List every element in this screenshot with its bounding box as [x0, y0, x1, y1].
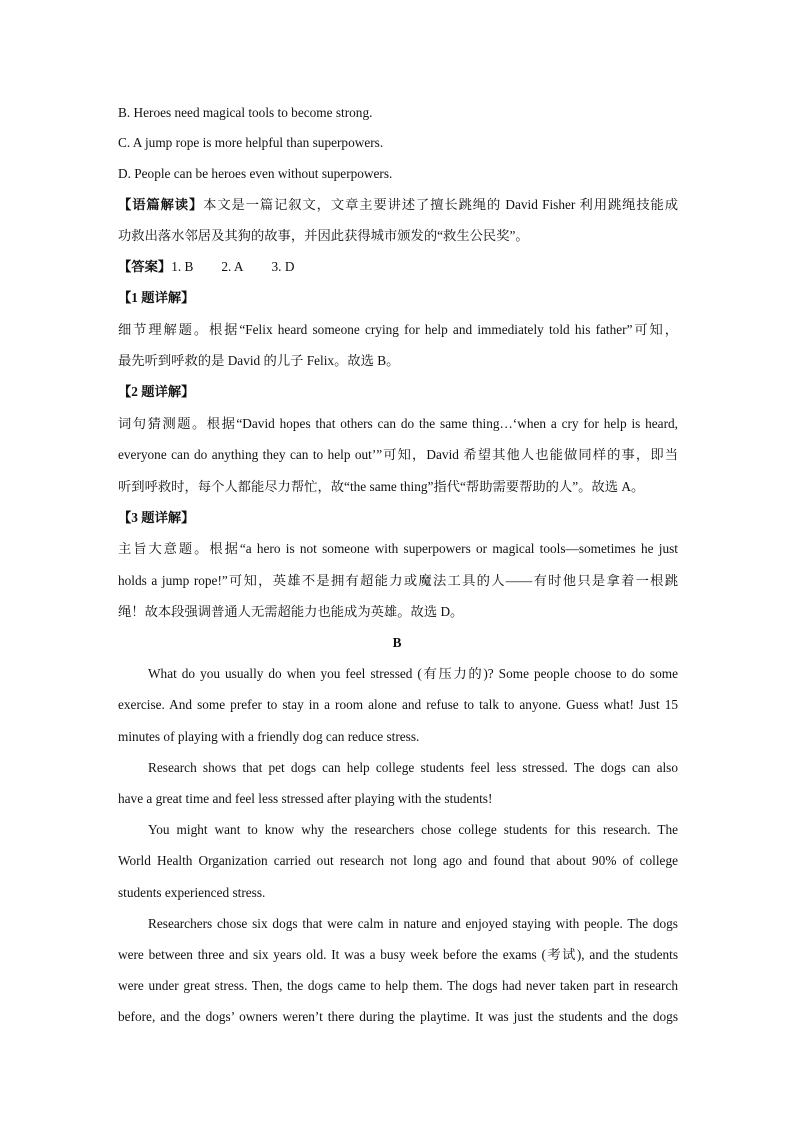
q3-line-3: 绳！故本段强调普通人无需超能力也能成为英雄。故选 D。 — [118, 604, 464, 619]
passage-p1-line-2: exercise. And some prefer to stay in a room alone and refuse to talk to anyone. Guess what! Just 15 — [118, 697, 678, 712]
answer-line — [118, 257, 678, 277]
passage-p1-line-3: minutes of playing with a friendly dog can reduce stress. — [118, 729, 420, 744]
passage-p3-line-2: World Health Organization carried out research not long ago and found that about 90% of college — [118, 853, 678, 868]
section-heading-b: B — [392, 635, 402, 650]
passage-p4-line-3: were under great stress. Then, the dogs came to help them. The dogs had never taken part in research — [118, 978, 678, 993]
analysis-text-1: 本文是一篇记叙文，文章主要讲述了擅长跳绳的 David Fisher 利用跳绳技能成 — [203, 197, 678, 212]
answer-2: 2. A — [221, 259, 244, 274]
passage-p3-line-3: students experienced stress. — [118, 885, 266, 900]
passage-p2-line-2: have a great time and feel less stressed after playing with the students! — [118, 791, 493, 806]
passage-p4-line-2: were between three and six years old. It was a busy week before the exams (考试), and the students — [118, 947, 678, 962]
q2-line-1: 词句猜测题。根据“David hopes that others can do the same thing…‘when a cry for help is heard, — [118, 416, 678, 431]
q2-line-2: everyone can do anything they can to help out’”可知，David 希望其他人也能做同样的事，即当 — [118, 447, 678, 462]
answer-3: 3. D — [271, 259, 295, 274]
q3-line-2: holds a jump rope!”可知，英雄不是拥有超能力或魔法工具的人——有时他只是拿着一根跳 — [118, 573, 678, 588]
q3-line-1: 主旨大意题。根据“a hero is not someone with superpowers or magical tools—sometimes he just — [118, 541, 678, 556]
option-b: B. Heroes need magical tools to become strong. — [118, 105, 373, 120]
passage-p3-line-1: You might want to know why the researchers chose college students for this research. The — [148, 822, 678, 837]
q1-line-2: 最先听到呼救的是 David 的儿子 Felix。故选 B。 — [118, 353, 400, 368]
option-d: D. People can be heroes even without superpowers. — [118, 166, 393, 181]
passage-p4-line-4: before, and the dogs’ owners weren’t there during the playtime. It was just the students and the dogs — [118, 1009, 678, 1024]
analysis-line-1 — [118, 195, 678, 215]
analysis-label: 【语篇解读】 — [118, 197, 204, 212]
q2-line-3: 听到呼救时，每个人都能尽力帮忙，故“the same thing”指代“帮助需要帮助的人”。故选 A。 — [118, 479, 645, 494]
q1-line-1: 细节理解题。根据“Felix heard someone crying for help and immediately told his father”可知， — [118, 322, 678, 337]
q1-label: 【1 题详解】 — [118, 290, 195, 305]
answer-label: 【答案】 — [118, 259, 172, 274]
passage-p1-line-1: What do you usually do when you feel stressed (有压力的)? Some people choose to do some — [148, 666, 678, 681]
analysis-line-2: 功救出落水邻居及其狗的故事，并因此获得城市颁发的“救生公民奖”。 — [118, 228, 529, 243]
passage-p4-line-1: Researchers chose six dogs that were calm in nature and enjoyed staying with people. The dogs — [148, 916, 678, 931]
q2-label: 【2 题详解】 — [118, 384, 195, 399]
answer-1: 1. B — [171, 259, 194, 274]
q3-label: 【3 题详解】 — [118, 510, 195, 525]
passage-p2-line-1: Research shows that pet dogs can help college students feel less stressed. The dogs can also — [148, 760, 678, 775]
option-c: C. A jump rope is more helpful than superpowers. — [118, 135, 384, 150]
